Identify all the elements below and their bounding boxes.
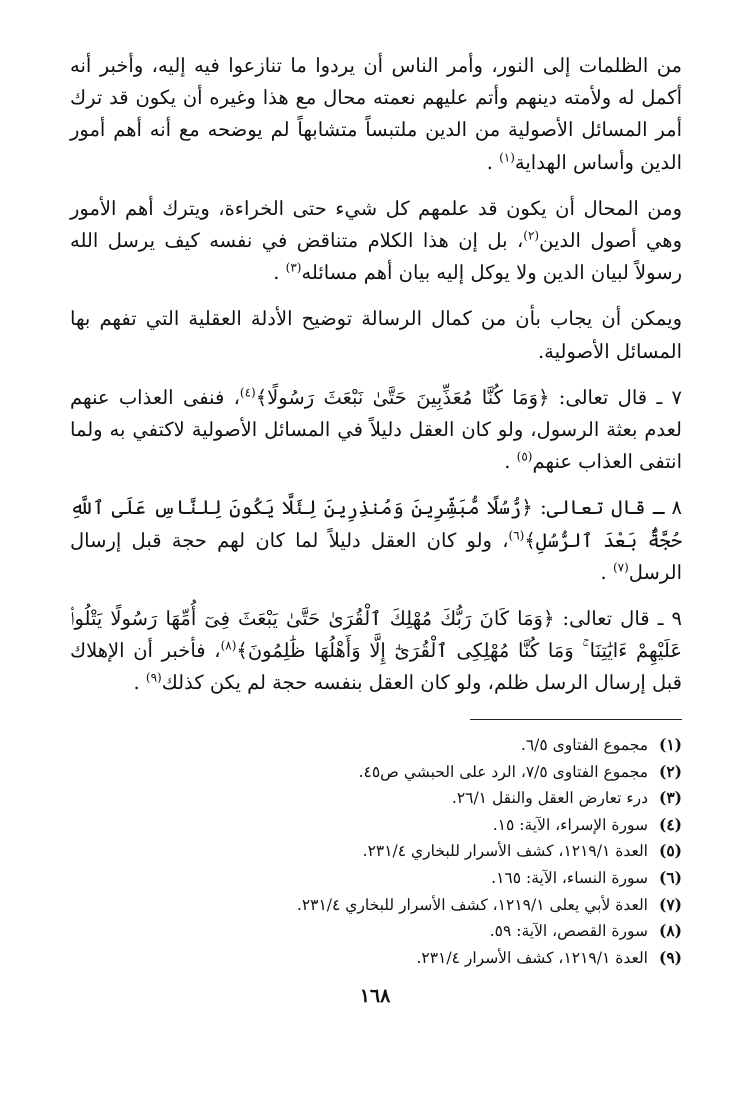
item-intro: ٩ ـ قال تعالى:: [562, 607, 683, 631]
footnote-ref: (٧): [612, 560, 629, 575]
quran-verse: ﴿رُّسُلًا مُّبَشِّرِينَ وَمُنذِرِينَ لِئَلَّا يَكُونَ لِلنَّاسِ عَلَى ٱللَّهِ حُجَّةٌۢ بَعْدَ ٱلرُّسُلِ﴾: [70, 496, 682, 552]
footnote-text: العدة لأبي يعلى ١٢١٩/١، كشف الأسرار للبخاري ٢٣١/٤.: [296, 895, 648, 914]
footnote-separator: [470, 719, 682, 720]
footnote-item: [150, 785, 682, 812]
paragraph-end: .: [504, 450, 511, 474]
paragraph-4: [70, 382, 682, 479]
footnote-text: درء تعارض العقل والنقل ٢٦/١.: [451, 789, 648, 808]
footnote-ref: (٨): [220, 638, 237, 653]
footnote-text: سورة النساء، الآية: ١٦٥.: [491, 868, 648, 887]
footnote-ref: (١): [499, 150, 515, 165]
footnote-item: [150, 759, 682, 786]
footnote-ref: (٤): [239, 385, 256, 400]
footnote-number: (٥): [658, 841, 682, 861]
footnote-text: العدة ١٢١٩/١، كشف الأسرار للبخاري ٢٣١/٤.: [362, 842, 648, 861]
paragraph-3: [70, 303, 682, 367]
paragraph-1: [70, 50, 682, 179]
page-number: ١٦٨: [359, 985, 391, 1007]
footnote-item: [150, 838, 682, 865]
quran-verse: ﴿وَمَا كَانَ رَبُّكَ مُهْلِكَ ٱلْقُرَىٰ حَتَّىٰ يَبْعَثَ فِىٓ أُمِّهَا رَسُولًا يَتْلُوا۟ عَلَيْهِمْ ءَايَٰتِنَا ۚ وَمَا كُنَّا مُهْلِكِى ٱلْقُرَىٰٓ إِلَّا وَأَهْلُهَا ظَٰلِمُونَ﴾: [70, 607, 682, 663]
footnote-text: مجموع الفتاوى ٧/٥، الرد على الحبشي ص٤٥.: [358, 762, 648, 781]
paragraph-text: ، بل إن هذا الكلام متناقض في نفسه كيف يرسل الله رسولاً لبيان الدين ولا يوكل إليه بيان أهم مسائله: [70, 229, 682, 285]
footnote-number: (٧): [658, 894, 682, 914]
footnote-item: [150, 812, 682, 839]
footnote-ref: (٣): [285, 260, 302, 275]
footnote-text: سورة القصص، الآية: ٥٩.: [489, 922, 648, 941]
paragraph-2: [70, 193, 682, 290]
footnote-text: سورة الإسراء، الآية: ١٥.: [492, 815, 648, 834]
footnote-ref: (٩): [145, 670, 162, 685]
paragraph-end: .: [600, 560, 607, 584]
paragraph-end: .: [273, 261, 280, 285]
footnote-ref: (٢): [523, 228, 540, 243]
paragraph-text: ، فأخبر أن الإهلاك قبل إرسال الرسل ظلم، ولو كان العقل بنفسه حجة لم يكن كذلك: [70, 639, 682, 695]
paragraph-text: من الظلمات إلى النور، وأمر الناس أن يردوا ما تنازعوا فيه إليه، وأخبر أنه أكمل له ولأمته دينهم وأتم عليهم نعمته محال مع هذا وغيره أن يكون قد ترك أمر المسائل الأصولية من الدين ملتبساً متشابهاً لم يوضحه مع أنه أهم أمور الدين وأساس الهداية: [70, 54, 682, 174]
footnote-item: [150, 732, 682, 759]
footnote-ref: (٥): [516, 449, 533, 464]
footnote-item: [150, 865, 682, 892]
paragraph-text: ، فنفى العذاب عنهم لعدم بعثة الرسول، ولو كان العقل دليلاً في المسائل الأصولية لاكتفي به ولما انتفى العذاب عنهم: [70, 385, 682, 474]
paragraph-text: ، ولو كان العقل دليلاً لما كان لهم حجة قبل إرسال الرسل: [70, 528, 682, 584]
paragraph-6: [70, 603, 682, 700]
footnote-number: (٣): [658, 788, 682, 808]
footnote-number: (٦): [658, 867, 682, 887]
footnote-item: [150, 892, 682, 919]
footnote-number: (٢): [658, 761, 682, 781]
paragraph-end: .: [486, 150, 493, 174]
footnote-item: [150, 918, 682, 945]
paragraph-text: ومن المحال أن يكون قد علمهم كل شيء حتى الخراءة، ويترك أهم الأمور وهي أصول الدين: [70, 196, 683, 253]
paragraph-5: [70, 492, 682, 589]
footnote-number: (٨): [658, 921, 682, 941]
footnote-item: [150, 945, 682, 972]
paragraph-text: ويمكن أن يجاب بأن من كمال الرسالة توضيح الأدلة العقلية التي تفهم بها المسائل الأصولية.: [70, 307, 682, 363]
main-text: [70, 50, 682, 714]
quran-verse: ﴿وَمَا كُنَّا مُعَذِّبِينَ حَتَّىٰ نَبْعَثَ رَسُولًا﴾: [255, 385, 550, 409]
footnote-number: (٩): [658, 947, 682, 967]
footnote-text: مجموع الفتاوى ٦/٥.: [520, 736, 648, 754]
footnote-text: العدة ١٢١٩/١، كشف الأسرار ٢٣١/٤.: [416, 948, 648, 967]
footnote-ref: (٦): [508, 528, 525, 543]
footnote-number: (١): [658, 735, 682, 754]
footnotes-list: [150, 732, 682, 971]
item-intro: ٧ ـ قال تعالى:: [558, 385, 682, 409]
item-intro: ٨ ـ قال تعالى:: [540, 496, 682, 520]
paragraph-end: .: [133, 671, 140, 695]
footnote-number: (٤): [658, 814, 682, 834]
